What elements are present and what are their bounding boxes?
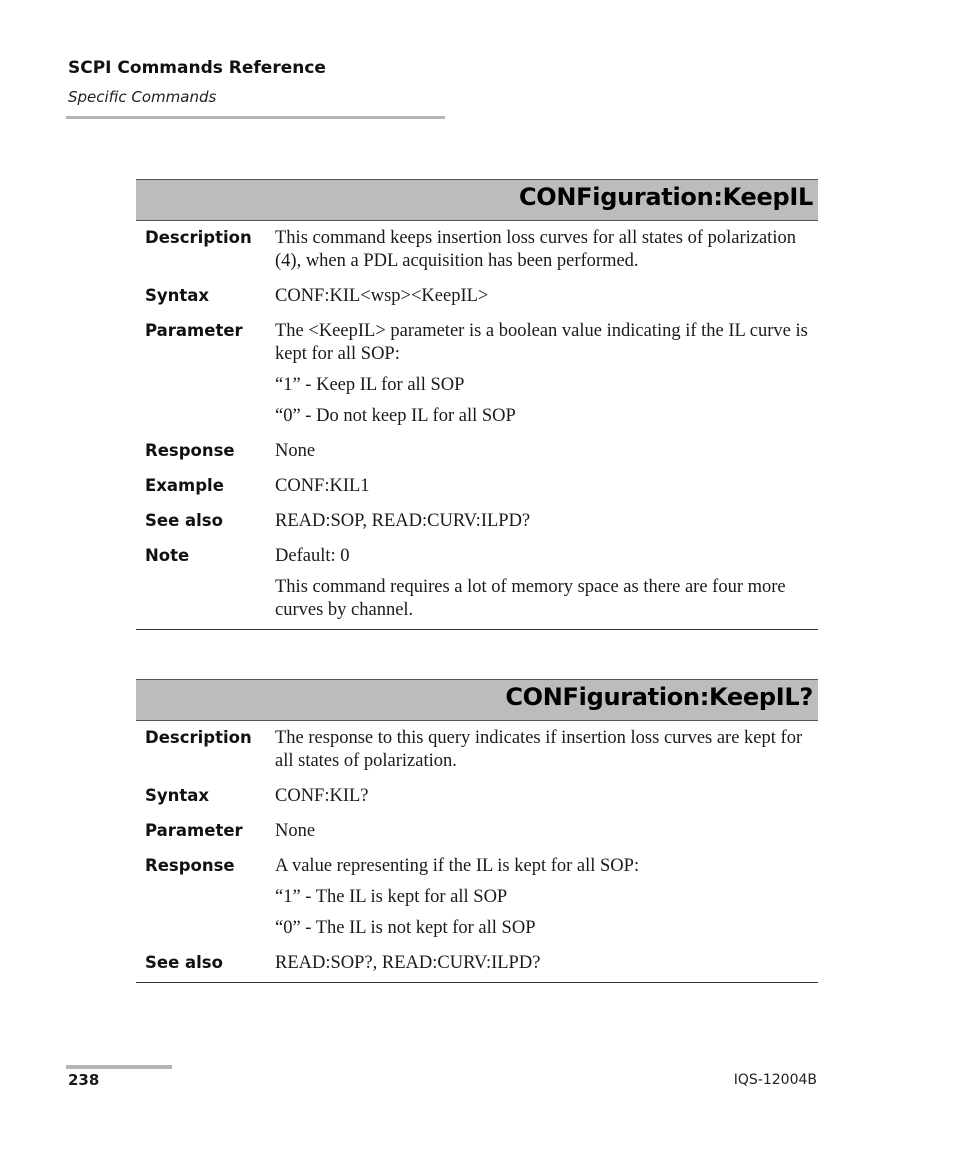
row-text: This command requires a lot of memory space as there are four more curves by channel.: [275, 577, 786, 620]
row-description: [136, 727, 818, 773]
row-value: [275, 510, 818, 533]
row-syntax: [136, 285, 818, 308]
row-text: CONF:KIL1: [275, 476, 370, 496]
command-table: [136, 679, 818, 983]
row-description: [136, 227, 818, 273]
row-value: [275, 440, 818, 463]
row-label: Description: [145, 728, 252, 747]
row-text: “1” - Keep IL for all SOP: [275, 375, 465, 395]
row-value: [275, 227, 818, 273]
page-number: 238: [68, 1071, 100, 1089]
running-header-title: SCPI Commands Reference: [68, 58, 326, 78]
command-name: CONFiguration:KeepIL: [518, 183, 813, 211]
row-text: Default: 0: [275, 546, 350, 566]
row-value: [275, 820, 818, 843]
footer-rule: [66, 1065, 172, 1069]
row-text: The response to this query indicates if insertion loss curves are kept for all states of polarization.: [275, 728, 803, 771]
row-text: READ:SOP?, READ:CURV:ILPD?: [275, 953, 541, 973]
row-label: Note: [145, 546, 190, 565]
row-see-also: [136, 510, 818, 533]
row-text: READ:SOP, READ:CURV:ILPD?: [275, 511, 531, 531]
command-heading-bar: [136, 179, 818, 221]
row-text: None: [275, 441, 316, 461]
row-label: Response: [145, 441, 235, 460]
row-parameter: [136, 320, 818, 428]
row-value: [275, 285, 818, 308]
row-response: [136, 855, 818, 940]
header-rule: [66, 116, 445, 119]
row-value: [275, 320, 818, 428]
row-label: Syntax: [145, 286, 210, 305]
row-value: [275, 727, 818, 773]
command-heading-bar: [136, 679, 818, 721]
row-text: “0” - Do not keep IL for all SOP: [275, 406, 516, 426]
command-name: CONFiguration:KeepIL?: [505, 683, 813, 711]
row-value: [275, 545, 818, 622]
row-value: [275, 785, 818, 808]
document-id: IQS-12004B: [733, 1072, 817, 1088]
row-label: See also: [145, 953, 223, 972]
row-label: Example: [145, 476, 224, 495]
row-label: Response: [145, 856, 235, 875]
row-label: Syntax: [145, 786, 210, 805]
running-header-subtitle: Specific Commands: [68, 88, 217, 106]
row-text: CONF:KIL<wsp><KeepIL>: [275, 286, 489, 306]
row-see-also: [136, 952, 818, 975]
row-text: The <KeepIL> parameter is a boolean value indicating if the IL curve is kept for all SOP:: [275, 321, 808, 364]
row-value: [275, 855, 818, 940]
row-text: None: [275, 821, 316, 841]
row-text: CONF:KIL?: [275, 786, 369, 806]
command-table: [136, 179, 818, 630]
row-label: See also: [145, 511, 223, 530]
row-text: “1” - The IL is kept for all SOP: [275, 887, 508, 907]
row-text: This command keeps insertion loss curves for all states of polarization (4), when a PDL acquisition has been performed.: [275, 228, 796, 271]
row-label: Description: [145, 228, 252, 247]
row-value: [275, 952, 818, 975]
row-syntax: [136, 785, 818, 808]
row-label: Parameter: [145, 821, 243, 840]
row-response: [136, 440, 818, 463]
row-note: [136, 545, 818, 622]
row-value: [275, 475, 818, 498]
row-example: [136, 475, 818, 498]
row-text: A value representing if the IL is kept for all SOP:: [275, 856, 640, 876]
row-text: “0” - The IL is not kept for all SOP: [275, 918, 536, 938]
row-label: Parameter: [145, 321, 243, 340]
row-parameter: [136, 820, 818, 843]
